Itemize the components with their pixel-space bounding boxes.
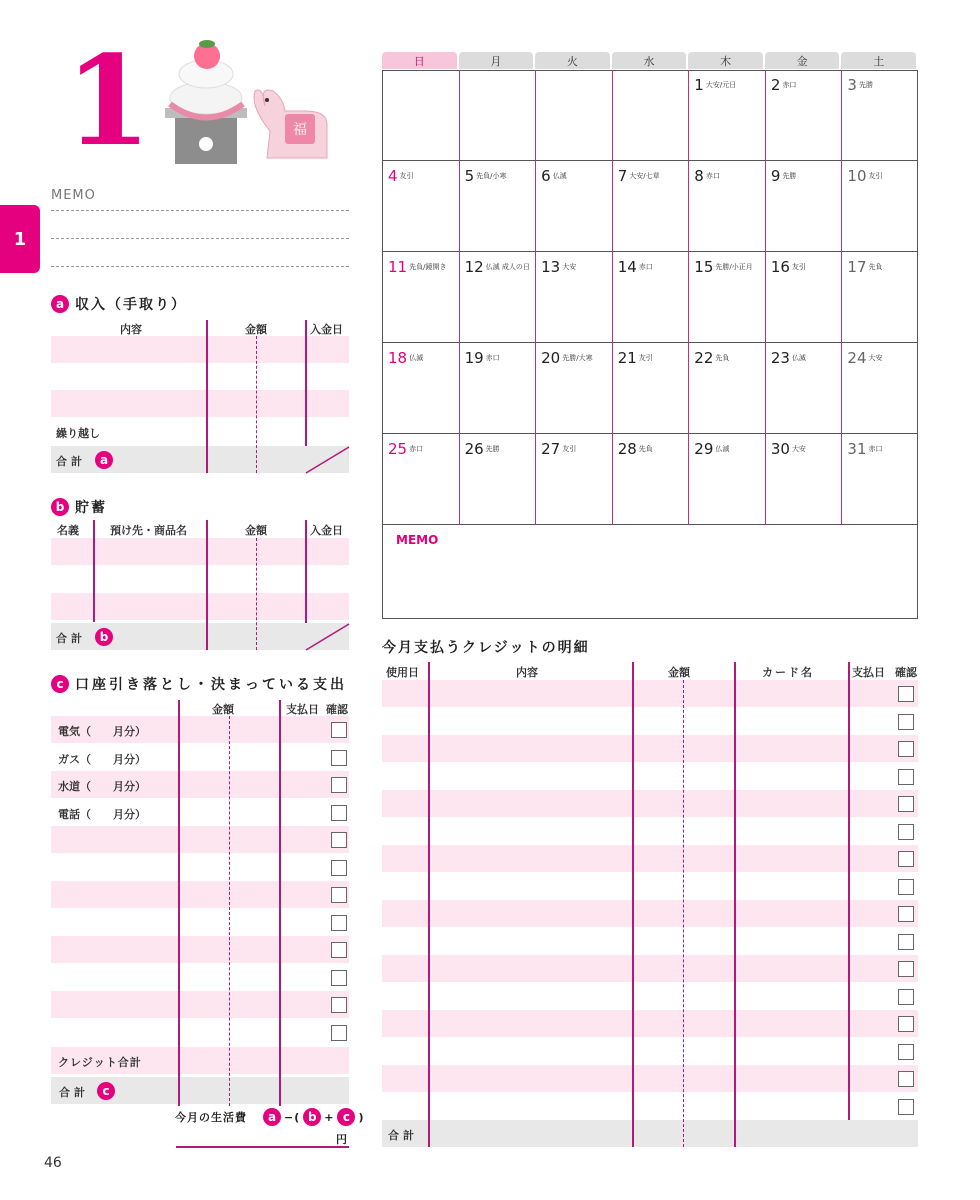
calendar-day: [388, 349, 423, 367]
fixed-total-row[interactable]: [51, 1077, 349, 1104]
weekday-header: 月: [459, 52, 534, 69]
calendar-day: [541, 440, 576, 458]
confirm-checkbox[interactable]: [331, 860, 347, 876]
rokuyo-label: 仏滅: [409, 354, 424, 362]
memo-line[interactable]: [51, 266, 349, 267]
rokuyo-label: 仏滅: [552, 172, 567, 180]
rokuyo-label: 先負/鏡開き: [409, 263, 447, 271]
rokuyo-label: 友引: [562, 445, 577, 453]
weekday-header: 木: [688, 52, 763, 69]
fixed-expense-row[interactable]: [51, 854, 349, 881]
confirm-checkbox[interactable]: [898, 824, 914, 840]
calendar-day: [541, 258, 576, 276]
rokuyo-label: 赤口: [409, 445, 424, 453]
rokuyo-label: 赤口: [638, 263, 653, 271]
day-number: 8: [694, 167, 704, 185]
fixed-divider: [229, 716, 230, 1106]
rokuyo-label: 友引: [399, 172, 414, 180]
calendar-day: [465, 258, 530, 276]
fixed-expense-row[interactable]: [51, 1019, 349, 1046]
living-expense-formula: [175, 1108, 365, 1126]
savings-slash: [305, 623, 350, 651]
credit-total-label: クレジット合計: [58, 1056, 142, 1069]
credit-header-paydate: 支払日: [852, 666, 885, 679]
weekday-header: 火: [535, 52, 610, 69]
calendar-day: [694, 258, 752, 276]
formula-minus: −(: [284, 1110, 301, 1124]
badge-b: b: [51, 498, 69, 516]
savings-divider: [305, 520, 307, 623]
savings-section-title: [51, 497, 107, 517]
day-number: 31: [847, 440, 867, 458]
confirm-checkbox[interactable]: [898, 1016, 914, 1032]
calendar-day: [771, 349, 806, 367]
fixed-title-text: 口座引き落とし・決まっている支出: [75, 677, 347, 693]
savings-divider: [256, 538, 257, 650]
confirm-checkbox[interactable]: [898, 1099, 914, 1115]
fixed-header-amount: 金額: [212, 703, 234, 716]
savings-total-label: 合計: [56, 632, 86, 645]
confirm-checkbox[interactable]: [331, 887, 347, 903]
credit-row[interactable]: [382, 955, 918, 982]
calendar-day: [694, 167, 720, 185]
credit-row[interactable]: [382, 928, 918, 955]
income-divider: [206, 320, 208, 473]
confirm-checkbox[interactable]: [898, 961, 914, 977]
credit-row[interactable]: [382, 708, 918, 735]
fixed-expense-label: ガス（ 月分）: [58, 752, 146, 766]
confirm-checkbox[interactable]: [331, 750, 347, 766]
calendar-day: [465, 167, 507, 185]
day-number: 12: [464, 258, 484, 276]
calendar-cell[interactable]: [535, 70, 612, 161]
fixed-expense-label: 水道（ 月分）: [58, 780, 146, 793]
credit-total-row[interactable]: [382, 1120, 918, 1147]
day-number: 3: [847, 76, 857, 94]
rokuyo-label: 赤口: [782, 81, 797, 89]
confirm-checkbox[interactable]: [898, 1071, 914, 1087]
rokuyo-label: 友引: [791, 263, 806, 271]
confirm-checkbox[interactable]: [331, 805, 347, 821]
credit-header-content: 内容: [516, 666, 538, 679]
day-number: 24: [847, 349, 867, 367]
fixed-header-paydate: 支払日: [286, 703, 319, 716]
rokuyo-label: 大安: [562, 263, 577, 271]
fixed-expense-label: 電話（ 月分）: [58, 807, 146, 821]
savings-header-amount: 金額: [245, 524, 267, 537]
day-number: 16: [770, 258, 790, 276]
page-number: 46: [44, 1155, 62, 1171]
fixed-expense-row[interactable]: [51, 826, 349, 853]
weekday-header: 金: [765, 52, 840, 69]
credit-header-card: カード名: [762, 666, 814, 679]
confirm-checkbox[interactable]: [898, 851, 914, 867]
confirm-checkbox[interactable]: [898, 879, 914, 895]
income-header-content: 内容: [120, 323, 142, 336]
calendar-day: [618, 349, 653, 367]
calendar-day: [388, 258, 446, 276]
month-number: 1: [65, 29, 152, 174]
day-number: 17: [847, 258, 867, 276]
calendar-day: [771, 76, 797, 94]
confirm-checkbox[interactable]: [898, 769, 914, 785]
income-header-amount: 金額: [245, 323, 267, 336]
day-number: 26: [464, 440, 484, 458]
credit-divider: [632, 662, 634, 1147]
rokuyo-label: 先負/小寒: [476, 172, 507, 180]
rokuyo-label: 大安: [791, 445, 806, 453]
calendar-day: [541, 167, 567, 185]
calendar-cell[interactable]: [382, 70, 459, 161]
fixed-section-title: [51, 674, 347, 694]
rokuyo-label: 先負: [638, 445, 653, 453]
day-number: 7: [617, 167, 628, 185]
calendar-day: [388, 440, 423, 458]
calendar-memo-label: MEMO: [396, 533, 439, 547]
rokuyo-label: 赤口: [868, 445, 883, 453]
day-number: 2: [770, 76, 781, 94]
rokuyo-label: 赤口: [485, 354, 500, 362]
credit-row[interactable]: [382, 873, 918, 900]
calendar-day: [694, 349, 729, 367]
fixed-expense-row[interactable]: [51, 881, 349, 908]
day-number: 4: [388, 167, 398, 185]
credit-row[interactable]: [382, 735, 918, 762]
calendar-day: [618, 258, 653, 276]
memo-line[interactable]: [51, 210, 349, 211]
credit-section-title: 今月支払うクレジットの明細: [382, 640, 590, 656]
horse-figurine-icon: [254, 90, 327, 158]
weekday-header: 水: [612, 52, 687, 69]
credit-header-amount: 金額: [668, 666, 690, 679]
rokuyo-label: 赤口: [705, 172, 720, 180]
day-number: 29: [694, 440, 714, 458]
rokuyo-label: 仏滅: [715, 445, 730, 453]
yen-unit: 円: [336, 1133, 347, 1146]
kagami-mochi-horse-illustration: [155, 36, 340, 166]
rokuyo-label: 大安/七草: [629, 172, 660, 180]
confirm-checkbox[interactable]: [331, 915, 347, 931]
fixed-expense-row[interactable]: [51, 909, 349, 936]
confirm-checkbox[interactable]: [898, 796, 914, 812]
badge-a: a: [263, 1108, 281, 1126]
fixed-expense-row[interactable]: [51, 991, 349, 1018]
credit-row[interactable]: [382, 900, 918, 927]
income-header-date: 入金日: [310, 323, 343, 336]
day-number: 10: [847, 167, 867, 185]
fixed-divider: [279, 700, 281, 1106]
fixed-expense-row[interactable]: [51, 716, 349, 743]
rokuyo-label: 仏滅: [791, 354, 806, 362]
income-slash: [305, 446, 350, 474]
memo-label: MEMO: [51, 188, 96, 203]
calendar-day: [771, 258, 806, 276]
month-side-tab: 1: [0, 205, 40, 273]
rokuyo-label: 先負: [715, 354, 730, 362]
credit-total-row[interactable]: [51, 1047, 349, 1074]
credit-divider: [683, 680, 684, 1147]
credit-row[interactable]: [382, 1010, 918, 1037]
fixed-expense-row[interactable]: [51, 964, 349, 991]
calendar-day: [541, 349, 592, 367]
day-number: 25: [388, 440, 408, 458]
credit-total-label: 合計: [388, 1129, 418, 1142]
rokuyo-label: 友引: [638, 354, 653, 362]
fixed-expense-row[interactable]: [51, 744, 349, 771]
rokuyo-label: 先勝/大寒: [562, 354, 593, 362]
day-number: 11: [388, 258, 408, 276]
formula-plus: +: [324, 1110, 335, 1124]
fixed-expense-row[interactable]: [51, 799, 349, 826]
confirm-checkbox[interactable]: [898, 741, 914, 757]
confirm-checkbox[interactable]: [331, 970, 347, 986]
calendar-day: [847, 167, 882, 185]
income-total-label: 合計: [56, 455, 86, 468]
carry-over-label: 繰り越し: [56, 427, 100, 440]
day-number: 20: [541, 349, 561, 367]
income-divider: [256, 336, 257, 473]
confirm-checkbox[interactable]: [331, 942, 347, 958]
calendar-day: [618, 167, 660, 185]
living-expense-input[interactable]: [176, 1126, 349, 1148]
credit-row[interactable]: [382, 1065, 918, 1092]
badge-a: a: [95, 451, 113, 469]
income-section-title: [51, 294, 187, 314]
rokuyo-label: 仏滅 成人の日: [485, 263, 530, 271]
confirm-checkbox[interactable]: [898, 906, 914, 922]
badge-c: c: [51, 675, 69, 693]
day-number: 27: [541, 440, 561, 458]
day-number: 18: [388, 349, 408, 367]
calendar-day: [771, 440, 806, 458]
calendar-day: [847, 76, 873, 94]
credit-row[interactable]: [382, 763, 918, 790]
fixed-expense-row[interactable]: [51, 936, 349, 963]
memo-line[interactable]: [51, 238, 349, 239]
credit-header-usedate: 使用日: [386, 666, 419, 679]
income-divider: [305, 320, 307, 446]
confirm-checkbox[interactable]: [331, 722, 347, 738]
credit-divider: [428, 662, 430, 1147]
credit-divider: [848, 662, 850, 1120]
calendar-cell[interactable]: [612, 70, 689, 161]
calendar-day: [388, 167, 414, 185]
calendar-day: [694, 76, 736, 94]
day-number: 14: [617, 258, 637, 276]
fixed-divider: [178, 700, 180, 1106]
credit-row[interactable]: [382, 845, 918, 872]
confirm-checkbox[interactable]: [898, 934, 914, 950]
badge-c: c: [97, 1082, 115, 1100]
badge-a: a: [51, 295, 69, 313]
rokuyo-label: 先勝: [858, 81, 873, 89]
badge-b: b: [303, 1108, 321, 1126]
confirm-checkbox[interactable]: [331, 997, 347, 1013]
credit-row[interactable]: [382, 818, 918, 845]
rokuyo-label: 先勝: [782, 172, 797, 180]
rokuyo-label: 先勝/小正月: [715, 263, 753, 271]
credit-header-confirm: 確認: [895, 666, 917, 679]
living-label: 今月の生活費: [175, 1111, 247, 1124]
weekday-header: 日: [382, 52, 457, 69]
day-number: 1: [694, 76, 704, 94]
confirm-checkbox[interactable]: [331, 1025, 347, 1041]
credit-row[interactable]: [382, 680, 918, 707]
savings-header-name: 名義: [57, 524, 79, 537]
day-number: 19: [464, 349, 484, 367]
calendar-day: [771, 167, 797, 185]
savings-title-text: 貯蓄: [75, 500, 107, 516]
credit-divider: [734, 662, 736, 1147]
kagami-mochi-icon: [165, 40, 247, 164]
confirm-checkbox[interactable]: [898, 686, 914, 702]
calendar-cell[interactable]: [459, 70, 536, 161]
rokuyo-label: 大安/元日: [705, 81, 737, 89]
badge-c: c: [337, 1108, 355, 1126]
day-number: 5: [464, 167, 475, 185]
calendar-day: [847, 258, 882, 276]
credit-row[interactable]: [382, 1093, 918, 1120]
day-number: 23: [770, 349, 790, 367]
formula-close: ): [358, 1110, 365, 1124]
confirm-checkbox[interactable]: [898, 714, 914, 730]
calendar-day: [465, 440, 500, 458]
fixed-expense-label: 電気（ 月分）: [58, 725, 146, 738]
savings-header-date: 入金日: [310, 524, 343, 537]
day-number: 13: [541, 258, 561, 276]
day-number: 22: [694, 349, 714, 367]
savings-header-dest: 預け先・商品名: [110, 524, 187, 537]
fixed-header-confirm: 確認: [326, 703, 348, 716]
weekday-header: 土: [841, 52, 916, 69]
fixed-expense-row[interactable]: [51, 771, 349, 798]
confirm-checkbox[interactable]: [331, 777, 347, 793]
credit-row[interactable]: [382, 1038, 918, 1065]
savings-divider: [206, 520, 208, 650]
rokuyo-label: 先負: [868, 263, 883, 271]
calendar: [382, 52, 918, 616]
confirm-checkbox[interactable]: [331, 832, 347, 848]
income-title-text: 収入（手取り）: [75, 297, 187, 313]
rokuyo-label: 友引: [868, 172, 883, 180]
rokuyo-label: 大安: [868, 354, 883, 362]
calendar-day: [694, 440, 729, 458]
rokuyo-label: 先勝: [485, 445, 500, 453]
credit-row[interactable]: [382, 983, 918, 1010]
day-number: 28: [617, 440, 637, 458]
savings-divider: [93, 520, 95, 622]
calendar-day: [847, 349, 882, 367]
svg-text:福: 福: [293, 122, 307, 138]
confirm-checkbox[interactable]: [898, 1044, 914, 1060]
badge-b: b: [95, 628, 113, 646]
calendar-day: [618, 440, 653, 458]
day-number: 21: [617, 349, 637, 367]
calendar-day: [465, 349, 500, 367]
day-number: 9: [770, 167, 781, 185]
calendar-memo-area[interactable]: [382, 525, 918, 617]
confirm-checkbox[interactable]: [898, 989, 914, 1005]
calendar-day: [847, 440, 882, 458]
credit-row[interactable]: [382, 790, 918, 817]
day-number: 15: [694, 258, 714, 276]
fixed-total-label: 合計: [59, 1086, 89, 1099]
day-number: 6: [541, 167, 551, 185]
day-number: 30: [770, 440, 790, 458]
